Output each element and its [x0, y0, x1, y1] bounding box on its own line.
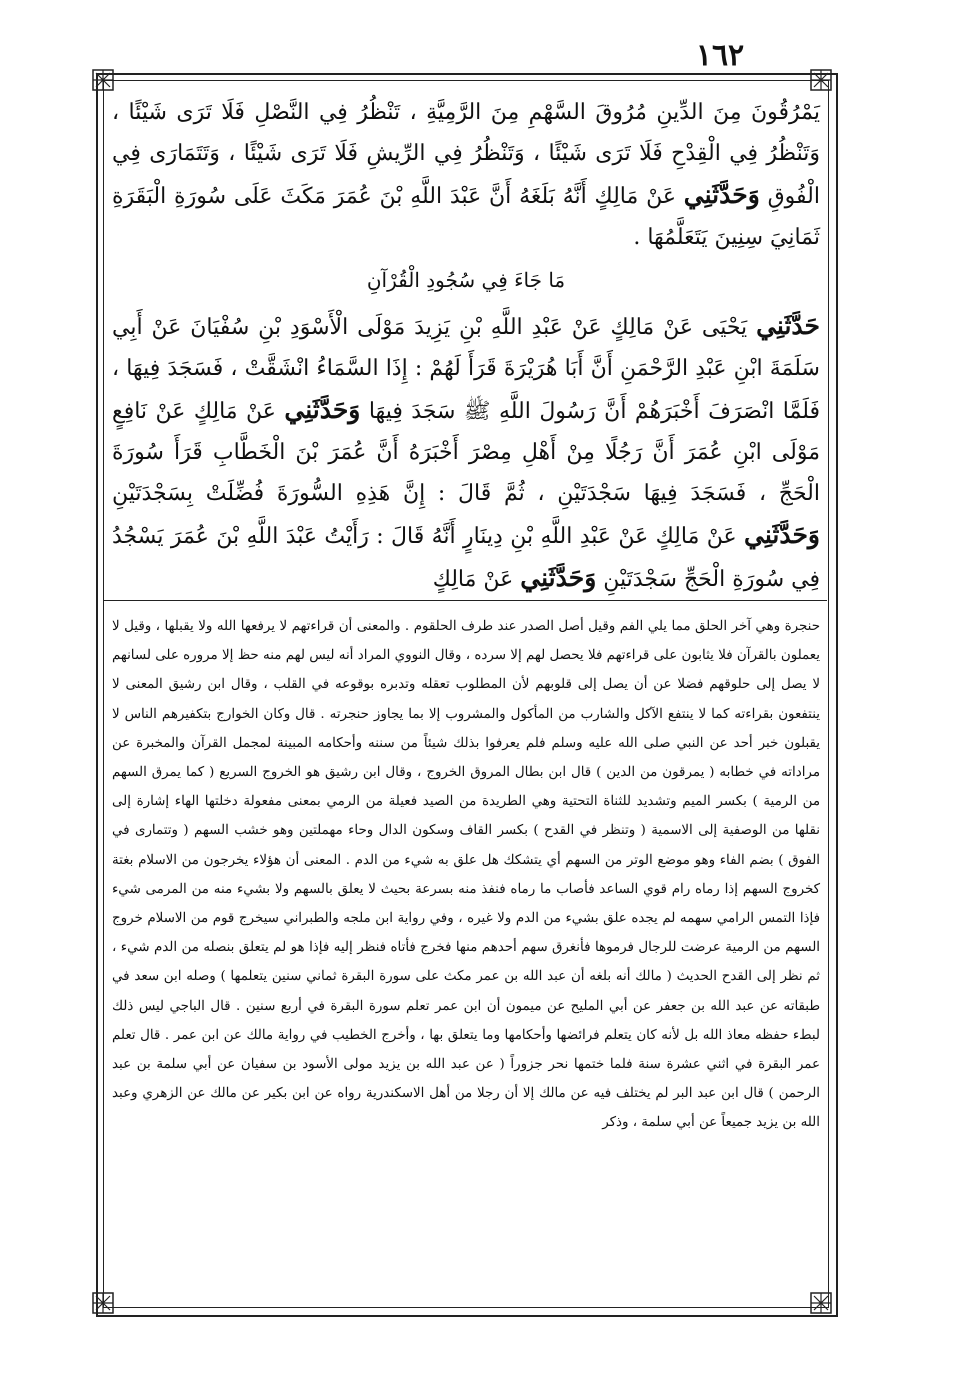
- hadith-paragraph: [112, 92, 820, 258]
- page-number: ١٦٢: [695, 38, 745, 73]
- hadith-line: يَحْيَى عَنْ مَالِكٍ عَنْ عَبْدِ اللَّهِ بْنِ يَزِيدَ مَوْلَى الْأَسْوَدِ بْنِ سُفْيَانَ عَنْ أَبِي سَلَمَةَ ابْنِ عَبْدِ الرَّحْمَنِ أَنَّ أَبَا هُرَيْرَةَ قَرَأَ لَهُمْ : إِذَا السَّمَاءُ انْشَقَّتْ ، فَسَجَدَ فِيهَا ، فَلَمَّا انْصَرَفَ أَخْبَرَهُمْ أَنَّ رَسُولَ اللَّهِ ﷺ سَجَدَ فِيهَا: [112, 315, 821, 424]
- hadith-line: عَنْ مَالِكٍ عَنْ نَافِعٍ مَوْلَى ابْنِ عُمَرَ أَنَّ رَجُلًا مِنْ أَهْلِ مِصْرَ أَخْبَرَهُ أَنَّ عُمَرَ بْنَ الْخَطَّابِ قَرَأَ سُورَةَ الْحَجِّ ، فَسَجَدَ فِيهَا سَجْدَتَيْنِ ، ثُمَّ قَالَ : إِنَّ هَذِهِ السُّورَةَ فُضِّلَتْ بِسَجْدَتَيْنِ: [112, 399, 820, 506]
- chapter-heading: مَا جَاءَ فِي سُجُودِ الْقُرْآنِ: [366, 268, 566, 292]
- hadith-line: عَنْ مَالِكٍ عَنْ عَبْدِ اللَّهِ بْنِ دِينَارٍ أَنَّهُ قَالَ : رَأَيْتُ عَبْدَ اللَّهِ بْنَ عُمَرَ يَسْجُدُ فِي سُورَةِ الْحَجِّ سَجْدَتَيْنِ: [112, 524, 820, 592]
- hadith-line: عَنْ مَالِكٍ: [432, 567, 514, 592]
- commentary-text: [112, 612, 820, 1302]
- corner-ornament-icon: [808, 67, 834, 93]
- narration-keyword: وَحَدَّثَنِي: [284, 395, 361, 424]
- narration-keyword: وَحَدَّثَنِي: [744, 520, 820, 549]
- narration-keyword: وَحَدَّثَنِي: [683, 180, 760, 209]
- commentary-paragraph: حنجرة وهي آخر الحلق مما يلي الفم وقيل أصل الصدر عند طرف الحلقوم . والمعنى أن قراءتهم لا يرفعها الله ولا يقبلها ، وقيل لا يعملون بالقرآن فلا يثابون على قراءتهم فلا يحصل لهم إلا سرده ، وقال النووي المراد أنه ليس لهم منه حظ إلا مروره على لسانهم لا يصل إلى حلوقهم فضلا عن أن يصل إلى قلوبهم لأن المطلوب تعقله وتدبره بوقوعه في القلب ، وقال ابن رشيق المعنى لا ينتفعون بقراءته كما لا ينتفع الآكل والشارب من المأكول والمشروب إلا بما يجاوز حنجرته . قال وكان الخوارج بتكفيرهم الناس لا يقبلون خبر أحد عن النبي صلى الله عليه وسلم فلم يعرفوا بذلك شيئاً من سننه وأحكامه المبينة لمجمل القرآن والمخبرة عن مراداته في خطابه ( يمرقون من الدين ) قال ابن بطال المروق الخروج ، وقال ابن رشيق هو الخروج السريع ( كما يمرق السهم من الرمية ) بكسر الميم وتشديد للثناة التحتية وهي الطريدة من الصيد فعيلة من الرمي بمعنى مفعولة دخلتها الهاء إشارة إلى نقلها من الوصفية إلى الاسمية ( وتنظر في القدح ) بكسر القاف وسكون الدال وحاء مهملتين وهو خشب السهم ( وتتمارى في الفوق ) بضم الفاء وهو موضع الوتر من السهم أي يتشكك هل علق به شيء من الدم . المعنى أن هؤلاء يخرجون من الاسلام بغتة كخروج السهم إذا رماه رام قوي الساعد فأصاب ما رماه فنفذ منه بسرعة بحيث لا يعلق بالسهم ولا بشيء منه من المرمى شيء فإذا التمس الرامي سهمه لم يجده علق بشيء من الدم ولا غيره ، وفي رواية ابن ملجه والطبراني سيخرج قوم من الاسلام خروج السهم من الرمية عرضت للرجال فرموها فأنغرق سهم أحدهم منها فخرج فأتاه فنظر إليه فإذا هو لم يتعلق بنصله من الدم شيء ، ثم نظر إلى القدح الحديث ( مالك أنه بلغه أن عبد الله بن عمر مكث على سورة البقرة ثماني سنين يتعلمها ) وصله ابن سعد في طبقاته عن عبد الله بن جعفر عن أبي المليح عن ميمون أن ابن عمر تعلم سورة البقرة في أربع سنين . قال الباجي ليس ذلك لبطء حفظه معاذ الله بل لأنه كان يتعلم فرائضها وأحكامها وما يتعلق بها ، وأخرج الخطيب في رواية مالك عن ابن عمر . قال تعلم عمر البقرة في اثني عشرة سنة فلما ختمها نحر جزوراً ( عن عبد الله بن يزيد مولى الأسود بن سفيان عن أبي سلمة بن عبد الرحمن ) قال ابن عبد البر لم يختلف فيه عن مالك إلا أن رجلا من أهل الاسكندرية رواه عن ابن بكير عن مالك عن الزهري وعبد الله بن يزيد جميعاً عن أبي سلمة ، وذكر: [112, 619, 820, 1131]
- hadith-line: عَنْ مَالِكٍ أَنَّهُ بَلَغَهُ أَنَّ عَبْدَ اللَّهِ بْنَ عُمَرَ مَكَثَ عَلَى سُورَةِ الْبَقَرَةِ ثَمَانِيَ سِنِينَ يَتَعَلَّمُهَا .: [112, 184, 820, 250]
- hadith-line: يَمْرُقُونَ مِنَ الدِّينِ مُرُوقَ السَّهْمِ مِنَ الرَّمِيَّةِ ، تَنْظُرُ فِي النَّصْلِ فَلَا تَرَى شَيْئًا ، وَتَنْظُرُ فِي الْقِدْحِ فَلَا تَرَى شَيْئًا ، وَتَنْظُرُ فِي الرِّيشِ فَلَا تَرَى شَيْئًا ، وَتَتَمَارَى فِي الْفُوقِ: [112, 100, 820, 209]
- hadith-paragraph: [112, 305, 820, 600]
- hadith-text: [112, 92, 820, 592]
- section-divider: [103, 600, 827, 601]
- narration-keyword: حَدَّثَنِي: [756, 311, 820, 340]
- corner-ornament-icon: [90, 67, 116, 93]
- narration-keyword: وَحَدَّثَنِي: [520, 563, 597, 592]
